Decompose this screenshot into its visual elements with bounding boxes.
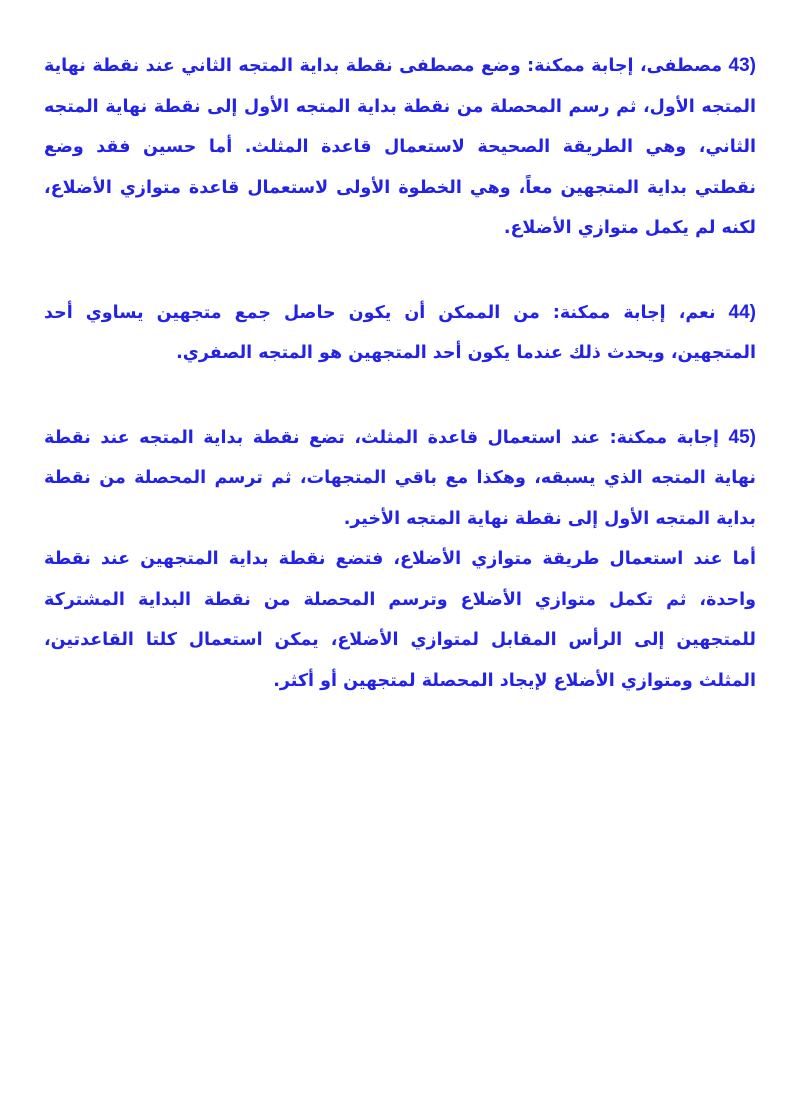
- answer-45-paragraph-1: [44, 418, 756, 540]
- answer-43: [44, 46, 756, 249]
- answer-45-paragraph-2: [44, 539, 756, 701]
- answer-text: أما عند استعمال طريقة متوازي الأضلاع، فتضع نقطة بداية المتجهين عند نقطة واحدة، ثم تكمل متوازي الأضلاع وترسم المحصلة من نقطة البداية المشتركة للمتجهين إلى الرأس المقابل لمتوازي الأضلاع، يمكن استعمال كلتا القاعدتين، المثلث ومتوازي الأضلاع لإيجاد المحصلة لمتجهين أو أكثر.: [44, 549, 756, 691]
- answer-number: 43): [728, 55, 756, 76]
- answer-44-paragraph-1: [44, 293, 756, 374]
- answer-44: [44, 293, 756, 374]
- answer-45: [44, 418, 756, 702]
- answer-number: 45): [728, 426, 757, 448]
- answer-text: إجابة ممكنة: عند استعمال قاعدة المثلث، تضع نقطة بداية المتجه عند نقطة نهاية المتجه الذي يسبقه، وهكذا مع باقي المتجهات، ثم ترسم المحصلة من نقطة بداية المتجه الأول إلى نقطة نهاية المتجه الأخير.: [44, 427, 756, 529]
- answer-43-paragraph-1: [44, 46, 756, 249]
- answers-page: [44, 46, 756, 701]
- answer-text: نعم، إجابة ممكنة: من الممكن أن يكون حاصل جمع متجهين يساوي أحد المتجهين، ويحدث ذلك عندما يكون أحد المتجهين هو المتجه الصفري.: [44, 302, 756, 363]
- answer-number: 44): [728, 301, 756, 323]
- answer-text: مصطفى، إجابة ممكنة: وضع مصطفى نقطة بداية المتجه الثاني عند نقطة نهاية المتجه الأول، ثم رسم المحصلة من نقطة بداية المتجه الأول إلى نقطة نهاية المتجه الثاني، وهي الطريقة الصحيحة لاستعمال قاعدة المثلث. أما حسين فقد وضع نقطتي بداية المتجهين معاً، وهي الخطوة الأولى لاستعمال قاعدة متوازي الأضلاع، لكنه لم يكمل متوازي الأضلاع.: [44, 56, 756, 238]
